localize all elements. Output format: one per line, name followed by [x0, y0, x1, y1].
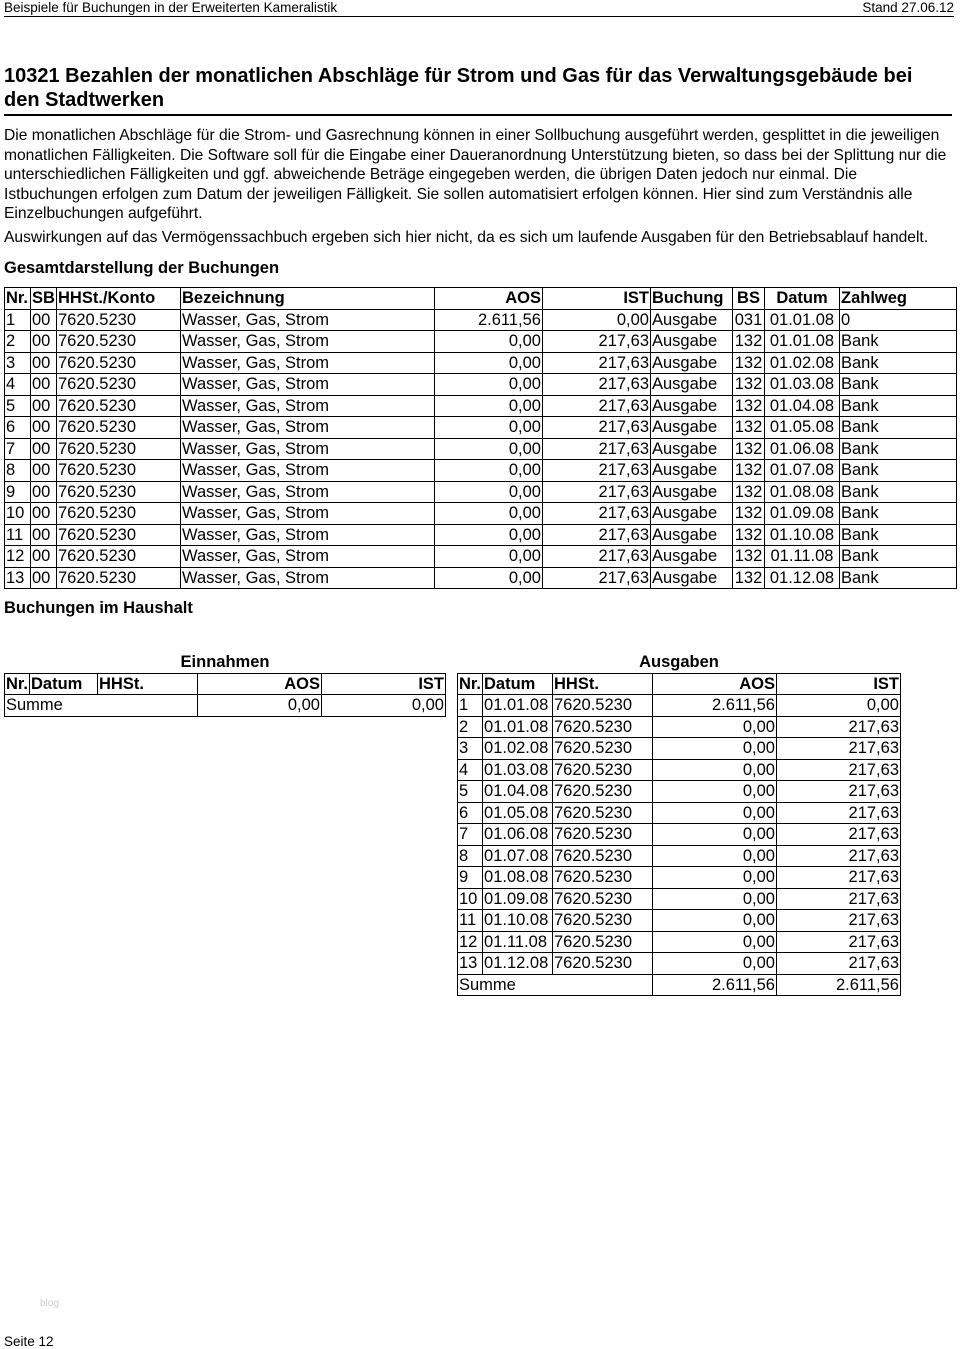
table-cell: 217,63 — [776, 888, 900, 910]
table-cell: 217,63 — [776, 953, 900, 975]
table-cell: 8 — [5, 460, 31, 482]
table-cell: 01.03.08 — [483, 759, 553, 781]
table-row — [458, 781, 901, 803]
table-cell: 7620.5230 — [553, 953, 653, 975]
table-cell: 217,63 — [776, 824, 900, 846]
table-cell: 9 — [458, 867, 483, 889]
table-row — [458, 738, 901, 760]
table-cell: 13 — [458, 953, 483, 975]
table-cell: 01.12.08 — [483, 953, 553, 975]
table-row — [5, 395, 957, 417]
table-cell: 0,00 — [543, 309, 651, 331]
table-row — [458, 759, 901, 781]
table-cell: 132 — [733, 395, 765, 417]
table-cell: 217,63 — [776, 910, 900, 932]
table-cell: 4 — [458, 759, 483, 781]
table-cell: 01.05.08 — [765, 417, 840, 439]
ausgaben-header-row — [458, 673, 901, 695]
header-title: Beispiele für Buchungen in der Erweiterten Kameralistik — [4, 0, 338, 15]
table-cell: 0,00 — [435, 395, 543, 417]
column-header: HHSt./Konto — [57, 288, 181, 310]
table-cell: Ausgabe — [651, 374, 733, 396]
table-cell: 01.09.08 — [765, 503, 840, 525]
table-cell: 0,00 — [435, 460, 543, 482]
table-cell: 01.01.08 — [765, 331, 840, 353]
ausgaben-table — [457, 652, 901, 996]
table-cell: 8 — [458, 845, 483, 867]
sum-ist: 2.611,56 — [776, 974, 900, 996]
table-cell: 2 — [458, 716, 483, 738]
column-header: Buchung — [651, 288, 733, 310]
table-cell: 2.611,56 — [652, 695, 776, 717]
intro-paragraph: Die monatlichen Abschläge für die Strom- und Gasrechnung können in einer Sollbuchung ausgeführt werden, gesplittet in die jeweiligen monatlichen Fälligkeiten. Die Software soll für die Eingabe einer Daueranordnung Unterstützung bieten, so dass bei der Splittung nur die unterschiedlichen Fälligkeiten und ggf. abweichende Beträge eingegeben werden, die übrigen Daten jedoch nur einmal. Die Istbuchungen erfolgen zum Datum der jeweiligen Fälligkeit. Sie sollen automatisiert erfolgen können. Hier sind zum Verständnis alle Einzelbuchungen aufgeführt. — [4, 127, 947, 222]
table-cell: Bank — [840, 524, 957, 546]
table-cell: 7620.5230 — [553, 802, 653, 824]
table-cell: 7620.5230 — [57, 352, 181, 374]
table-cell: Ausgabe — [651, 417, 733, 439]
table-cell: Wasser, Gas, Strom — [181, 417, 435, 439]
table-row — [5, 352, 957, 374]
table-cell: 00 — [31, 395, 57, 417]
table-cell: 9 — [5, 481, 31, 503]
table-cell: 0,00 — [435, 331, 543, 353]
table-cell: 01.06.08 — [765, 438, 840, 460]
table-row — [458, 910, 901, 932]
table-cell: Ausgabe — [651, 395, 733, 417]
table-row — [5, 417, 957, 439]
bookings-table — [4, 287, 957, 589]
table-cell: 00 — [31, 567, 57, 589]
table-cell: 01.02.08 — [765, 352, 840, 374]
table-row — [5, 503, 957, 525]
table-row — [458, 695, 901, 717]
table-cell: 7620.5230 — [57, 567, 181, 589]
column-header: Bezeichnung — [181, 288, 435, 310]
table-cell: 12 — [458, 931, 483, 953]
table-cell: 0,00 — [652, 759, 776, 781]
table-cell: Bank — [840, 481, 957, 503]
table-cell: Ausgabe — [651, 481, 733, 503]
table-cell: 132 — [733, 374, 765, 396]
table-cell: Bank — [840, 395, 957, 417]
table-cell: 132 — [733, 352, 765, 374]
table-cell: 2.611,56 — [435, 309, 543, 331]
table-cell: 217,63 — [543, 352, 651, 374]
table-cell: 01.11.08 — [483, 931, 553, 953]
column-header: Datum — [30, 673, 98, 695]
einnahmen-caption: Einnahmen — [5, 652, 446, 673]
table-cell: 0,00 — [652, 824, 776, 846]
table-row — [458, 845, 901, 867]
table-cell: 217,63 — [543, 524, 651, 546]
table-cell: 132 — [733, 438, 765, 460]
table-cell: 132 — [733, 417, 765, 439]
table-cell: 0,00 — [652, 781, 776, 803]
table-cell: 01.08.08 — [483, 867, 553, 889]
table-cell: 217,63 — [543, 395, 651, 417]
table-cell: 00 — [31, 331, 57, 353]
table-cell: 0,00 — [776, 695, 900, 717]
table-cell: 7620.5230 — [553, 867, 653, 889]
table-cell: 7620.5230 — [57, 395, 181, 417]
table-cell: 031 — [733, 309, 765, 331]
table-cell: 7620.5230 — [553, 781, 653, 803]
table-row — [5, 374, 957, 396]
table-cell: 11 — [458, 910, 483, 932]
table-cell: Bank — [840, 417, 957, 439]
section-heading-overview: Gesamtdarstellung der Buchungen — [4, 259, 280, 277]
table-cell: Wasser, Gas, Strom — [181, 395, 435, 417]
column-header: AOS — [652, 673, 776, 695]
column-header: Datum — [765, 288, 840, 310]
table-cell: 217,63 — [776, 845, 900, 867]
table-cell: 00 — [31, 438, 57, 460]
table-cell: 00 — [31, 374, 57, 396]
table-cell: Bank — [840, 546, 957, 568]
section-heading-budget: Buchungen im Haushalt — [4, 599, 193, 617]
table-cell: 217,63 — [776, 802, 900, 824]
table-cell: 01.11.08 — [765, 546, 840, 568]
table-cell: 0,00 — [435, 438, 543, 460]
column-header: IST — [543, 288, 651, 310]
table-cell: 7620.5230 — [553, 759, 653, 781]
table-cell: 7620.5230 — [57, 331, 181, 353]
table-cell: 01.06.08 — [483, 824, 553, 846]
document-body — [4, 64, 952, 619]
table-cell: 00 — [31, 503, 57, 525]
column-header: SB — [32, 289, 55, 308]
table-cell: 7620.5230 — [553, 931, 653, 953]
table-cell: 0,00 — [435, 567, 543, 589]
table-row — [5, 546, 957, 568]
table-cell: 5 — [5, 395, 31, 417]
table-cell: 0,00 — [652, 867, 776, 889]
table-cell: 11 — [5, 524, 31, 546]
table-cell: 7620.5230 — [57, 481, 181, 503]
table-cell: 0,00 — [652, 716, 776, 738]
table-row — [458, 888, 901, 910]
table-cell: Wasser, Gas, Strom — [181, 331, 435, 353]
table-cell: 0,00 — [652, 910, 776, 932]
table-cell: 217,63 — [776, 931, 900, 953]
table-cell: Bank — [840, 503, 957, 525]
table-cell: 7620.5230 — [57, 417, 181, 439]
table-cell: Bank — [840, 438, 957, 460]
table-cell: 01.01.08 — [765, 309, 840, 331]
table-cell: Ausgabe — [651, 438, 733, 460]
table-cell: 132 — [733, 331, 765, 353]
column-header: IST — [321, 673, 445, 695]
table-cell: 7620.5230 — [57, 524, 181, 546]
table-cell: 00 — [31, 524, 57, 546]
table-cell: Wasser, Gas, Strom — [181, 438, 435, 460]
ausgaben-sum-row — [458, 974, 901, 996]
table-row — [5, 481, 957, 503]
table-cell: 217,63 — [543, 503, 651, 525]
table-cell: Ausgabe — [651, 546, 733, 568]
header-date: Stand 27.06.12 — [862, 0, 954, 15]
table-cell: 7620.5230 — [57, 374, 181, 396]
table-cell: 7620.5230 — [553, 824, 653, 846]
table-cell: 12 — [5, 546, 31, 568]
table-cell: 6 — [458, 802, 483, 824]
table-cell: 0,00 — [435, 417, 543, 439]
table-cell: 217,63 — [543, 331, 651, 353]
column-header: BS — [733, 288, 765, 310]
table-cell: 0,00 — [435, 352, 543, 374]
table-row — [458, 802, 901, 824]
table-cell: Ausgabe — [651, 352, 733, 374]
table-cell: 7 — [458, 824, 483, 846]
table-cell: 01.03.08 — [765, 374, 840, 396]
sum-label: Summe — [458, 974, 653, 996]
column-header: AOS — [435, 288, 543, 310]
table-cell: 1 — [458, 695, 483, 717]
table-cell: 10 — [458, 888, 483, 910]
column-header: Nr. — [459, 674, 482, 693]
column-header: HHSt. — [98, 673, 198, 695]
table-cell: 217,63 — [776, 867, 900, 889]
table-cell: 01.01.08 — [483, 695, 553, 717]
table-row — [458, 716, 901, 738]
table-cell: Wasser, Gas, Strom — [181, 567, 435, 589]
column-header: AOS — [197, 673, 321, 695]
column-header: Nr. — [5, 288, 31, 310]
table-cell: 1 — [5, 309, 31, 331]
table-cell: 2 — [5, 331, 31, 353]
table-cell: 01.12.08 — [765, 567, 840, 589]
table-cell: 01.09.08 — [483, 888, 553, 910]
page-number: Seite 12 — [4, 1334, 54, 1349]
sum-ist: 0,00 — [321, 695, 445, 717]
table-cell: 0,00 — [435, 524, 543, 546]
table-cell: 01.02.08 — [483, 738, 553, 760]
table-cell: 217,63 — [776, 738, 900, 760]
table-cell: 7620.5230 — [553, 845, 653, 867]
table-cell: 217,63 — [543, 567, 651, 589]
table-cell: Wasser, Gas, Strom — [181, 374, 435, 396]
watermark: blog — [40, 1298, 59, 1309]
table-cell: 0,00 — [435, 503, 543, 525]
table-cell: 217,63 — [776, 781, 900, 803]
table-cell: Bank — [840, 331, 957, 353]
table-cell: 01.07.08 — [765, 460, 840, 482]
table-cell: 00 — [31, 417, 57, 439]
table-cell: Wasser, Gas, Strom — [181, 481, 435, 503]
table-cell: Bank — [840, 567, 957, 589]
table-cell: 217,63 — [543, 374, 651, 396]
table-cell: 132 — [733, 524, 765, 546]
table-cell: 7620.5230 — [553, 910, 653, 932]
table-cell: 4 — [5, 374, 31, 396]
table-row — [5, 567, 957, 589]
table-cell: 00 — [31, 460, 57, 482]
table-cell: 0,00 — [652, 931, 776, 953]
table-cell: 217,63 — [776, 716, 900, 738]
table-cell: 217,63 — [543, 460, 651, 482]
table-cell: 7620.5230 — [553, 738, 653, 760]
table-cell: Wasser, Gas, Strom — [181, 460, 435, 482]
table-cell: 0,00 — [652, 953, 776, 975]
table-cell: 01.01.08 — [483, 716, 553, 738]
table-cell: 01.10.08 — [483, 910, 553, 932]
table-cell: 7620.5230 — [57, 460, 181, 482]
column-header: HHSt. — [553, 673, 653, 695]
table-cell: Ausgabe — [651, 567, 733, 589]
table-cell: Ausgabe — [651, 309, 733, 331]
note-paragraph: Auswirkungen auf das Vermögenssachbuch ergeben sich hier nicht, da es sich um laufende Ausgaben für den Betriebsablauf handelt. — [4, 228, 929, 246]
table-cell: 01.05.08 — [483, 802, 553, 824]
column-header: IST — [776, 673, 900, 695]
table-cell: 00 — [31, 546, 57, 568]
table-row — [5, 524, 957, 546]
table-cell: 0,00 — [652, 888, 776, 910]
table-cell: Wasser, Gas, Strom — [181, 352, 435, 374]
table-cell: 0 — [840, 309, 957, 331]
table-cell: 6 — [5, 417, 31, 439]
einnahmen-sum-row — [5, 695, 446, 717]
table-cell: 01.10.08 — [765, 524, 840, 546]
ausgaben-caption: Ausgaben — [458, 652, 901, 673]
sum-aos: 2.611,56 — [652, 974, 776, 996]
table-cell: 7620.5230 — [57, 309, 181, 331]
table-cell: 01.07.08 — [483, 845, 553, 867]
table-cell: 01.08.08 — [765, 481, 840, 503]
table-cell: Wasser, Gas, Strom — [181, 309, 435, 331]
table-row — [458, 953, 901, 975]
table-row — [5, 438, 957, 460]
table-row — [5, 309, 957, 331]
page-title: 10321 Bezahlen der monatlichen Abschläge für Strom und Gas für das Verwaltungsgebäude bei den Stadtwerken — [4, 64, 952, 116]
table-cell: Bank — [840, 460, 957, 482]
table-header-row — [5, 288, 957, 310]
table-cell: 132 — [733, 546, 765, 568]
sum-aos: 0,00 — [197, 695, 321, 717]
table-cell: 3 — [458, 738, 483, 760]
table-cell: Wasser, Gas, Strom — [181, 546, 435, 568]
table-cell: Ausgabe — [651, 331, 733, 353]
table-cell: Ausgabe — [651, 503, 733, 525]
table-cell: 7620.5230 — [57, 503, 181, 525]
table-cell: 217,63 — [543, 481, 651, 503]
table-cell: 01.04.08 — [765, 395, 840, 417]
table-cell: Wasser, Gas, Strom — [181, 524, 435, 546]
table-cell: 7620.5230 — [553, 695, 653, 717]
table-row — [458, 931, 901, 953]
table-cell: 132 — [733, 567, 765, 589]
table-cell: 7620.5230 — [57, 546, 181, 568]
table-cell: 13 — [5, 567, 31, 589]
table-cell: Bank — [840, 374, 957, 396]
table-cell: 5 — [458, 781, 483, 803]
table-cell: 217,63 — [776, 759, 900, 781]
table-cell: 7620.5230 — [553, 716, 653, 738]
table-cell: 132 — [733, 503, 765, 525]
column-header: Zahlweg — [840, 288, 957, 310]
table-cell: Bank — [840, 352, 957, 374]
einnahmen-header-row — [5, 673, 446, 695]
table-cell: 00 — [31, 352, 57, 374]
table-cell: 7 — [5, 438, 31, 460]
table-cell: 132 — [733, 481, 765, 503]
table-cell: 217,63 — [543, 438, 651, 460]
column-header: Nr. — [6, 674, 29, 693]
table-cell: 217,63 — [543, 546, 651, 568]
table-cell: 7620.5230 — [553, 888, 653, 910]
table-cell: 7620.5230 — [57, 438, 181, 460]
table-cell: 10 — [5, 503, 31, 525]
table-cell: 00 — [31, 309, 57, 331]
table-row — [5, 331, 957, 353]
table-row — [458, 824, 901, 846]
einnahmen-table — [4, 652, 446, 717]
table-cell: 0,00 — [652, 802, 776, 824]
table-cell: 0,00 — [435, 546, 543, 568]
table-cell: 0,00 — [652, 738, 776, 760]
table-cell: 0,00 — [435, 374, 543, 396]
table-cell: 217,63 — [543, 417, 651, 439]
table-cell: 01.04.08 — [483, 781, 553, 803]
page-header — [4, 0, 954, 17]
table-row — [458, 867, 901, 889]
table-cell: Ausgabe — [651, 460, 733, 482]
table-cell: Wasser, Gas, Strom — [181, 503, 435, 525]
table-row — [5, 460, 957, 482]
table-cell: Ausgabe — [651, 524, 733, 546]
table-cell: 0,00 — [652, 845, 776, 867]
sum-label: Summe — [5, 695, 198, 717]
table-cell: 00 — [31, 481, 57, 503]
column-header: Datum — [483, 673, 553, 695]
table-cell: 3 — [5, 352, 31, 374]
table-cell: 0,00 — [435, 481, 543, 503]
table-cell: 132 — [733, 460, 765, 482]
